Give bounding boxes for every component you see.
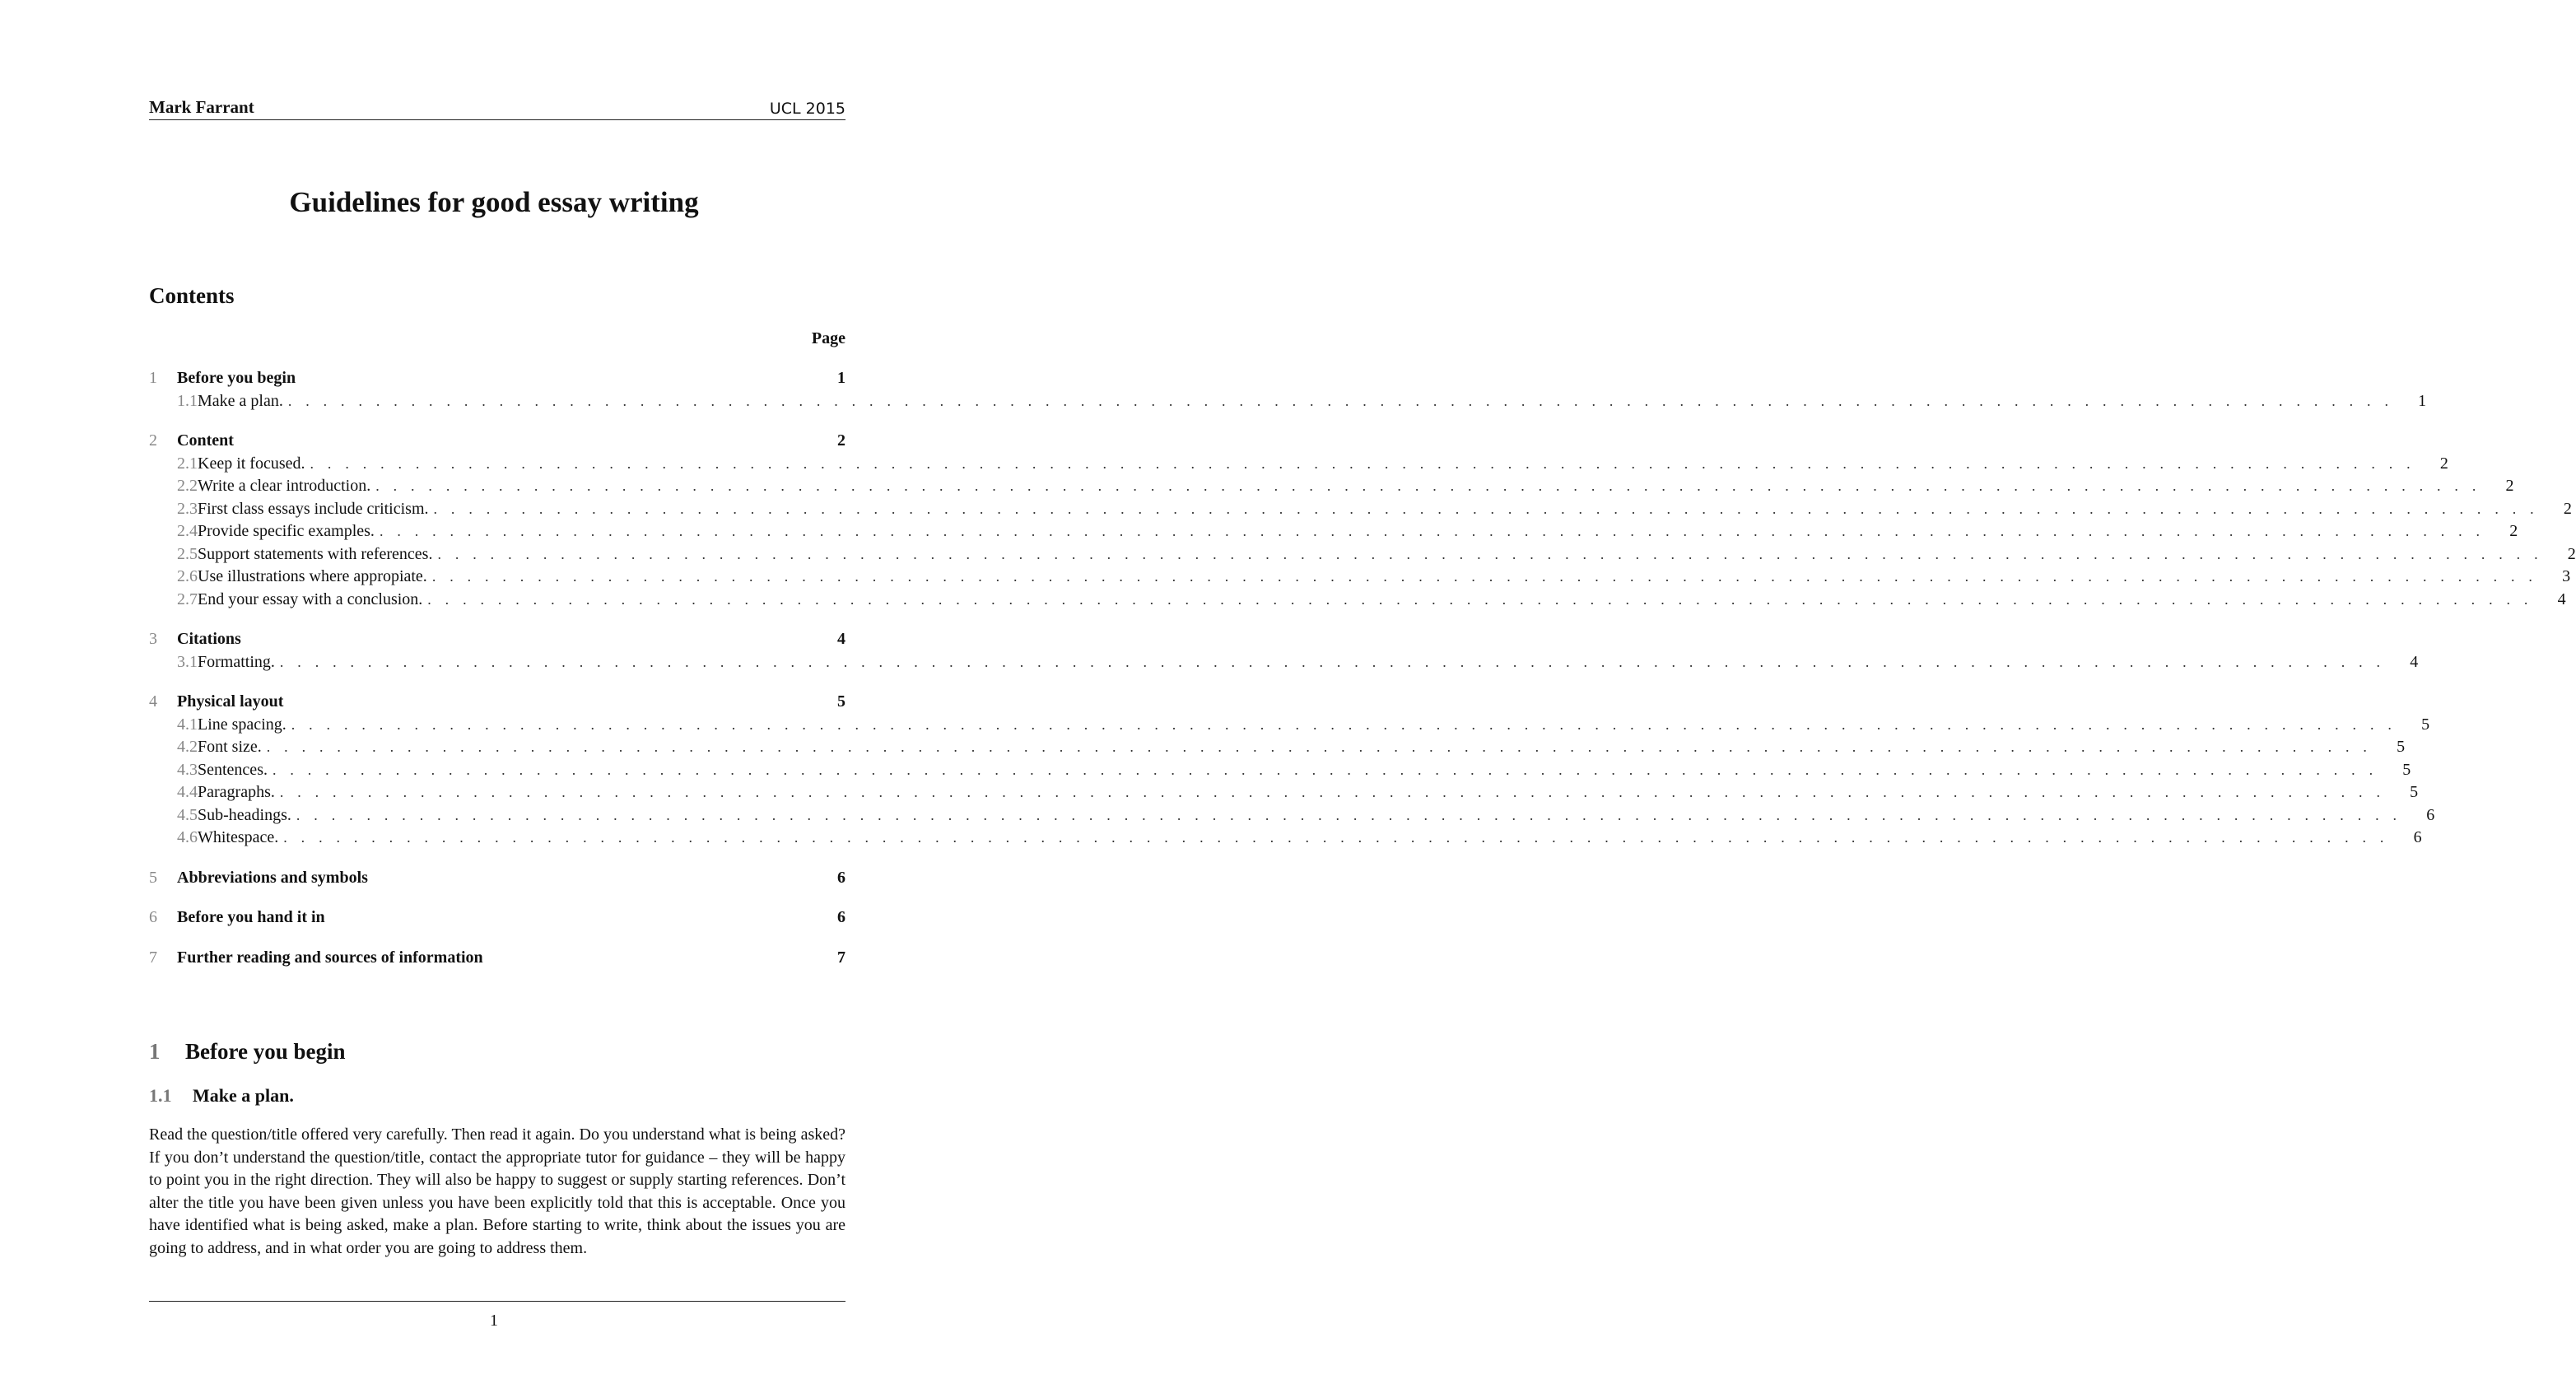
- toc-subentry-title: Formatting.: [198, 652, 275, 671]
- toc-subentry-number: 2.1: [177, 454, 198, 473]
- table-of-contents: [149, 369, 2576, 988]
- toc-dot-leader: . . . . . . . . . . . . . . . . . . . . . . . . . . . . . . . . . . . . . . . . . . . . . . . . . . . . . . . . . . . . . . . . . . . . . . . . . . . . . . . . . . . . . . . . . . . . . . . . . . . . . . . . . . . . . . . . . . . . . . . .: [279, 653, 2386, 670]
- toc-subentry[interactable]: [149, 567, 2571, 590]
- page-number: 1: [490, 1312, 498, 1330]
- toc-subentry[interactable]: [149, 652, 2419, 676]
- toc-subentry-page: 2: [2509, 522, 2518, 540]
- toc-subentry-title: Line spacing.: [198, 715, 286, 734]
- toc-entry[interactable]: [149, 369, 845, 392]
- toc-subentry[interactable]: [149, 805, 2435, 829]
- toc-subentry-title: Sentences.: [198, 760, 268, 779]
- toc-subentry-page: 3: [2562, 567, 2571, 585]
- toc-entry-title: Content: [177, 431, 234, 450]
- toc-entry[interactable]: [149, 948, 845, 972]
- toc-subentry[interactable]: [149, 738, 2406, 761]
- toc-entry-number: 2: [149, 431, 157, 450]
- toc-entry-title: Abbreviations and symbols: [177, 868, 368, 887]
- toc-subentry-title: Use illustrations where appropiate.: [198, 567, 427, 585]
- toc-entry-number: 6: [149, 908, 157, 926]
- toc-entry[interactable]: [149, 692, 845, 715]
- toc-subentry-number: 1.1: [177, 391, 198, 410]
- toc-subentry-title: Support statements with references.: [198, 544, 433, 563]
- toc-entry-page: 4: [837, 630, 845, 648]
- toc-subentry-title: Font size.: [198, 738, 262, 756]
- toc-dot-leader: . . . . . . . . . . . . . . . . . . . . . . . . . . . . . . . . . . . . . . . . . . . . . . . . . . . . . . . . . . . . . . . . . . . . . . . . . . . . . . . . . . . . . . . . . . . . . . . . . . . . . . . . . . . . . . . . . . . . . . . .: [287, 392, 2394, 409]
- toc-entry[interactable]: [149, 869, 845, 892]
- toc-subentry-number: 4.1: [177, 715, 198, 734]
- toc-entry-number: 5: [149, 868, 157, 887]
- toc-entry-page: 5: [837, 692, 845, 711]
- toc-subentry[interactable]: [149, 544, 2576, 568]
- toc-subentry-number: 4.4: [177, 783, 198, 801]
- toc-subentry-title: Write a clear introduction.: [198, 477, 371, 495]
- running-header: [149, 97, 845, 120]
- toc-section: [149, 948, 845, 972]
- toc-dot-leader: . . . . . . . . . . . . . . . . . . . . . . . . . . . . . . . . . . . . . . . . . . . . . . . . . . . . . . . . . . . . . . . . . . . . . . . . . . . . . . . . . . . . . . . . . . . . . . . . . . . . . . . . . . . . . . . . . . . . . . . .: [291, 715, 2397, 733]
- toc-subentry-title: Sub-headings.: [198, 805, 291, 824]
- toc-subentry-number: 4.2: [177, 738, 198, 756]
- toc-entry-page: 2: [837, 431, 845, 450]
- toc-subentry[interactable]: [149, 715, 2430, 739]
- toc-section: [149, 431, 2576, 613]
- toc-subentry-page: 6: [2426, 805, 2435, 824]
- body-paragraph: Read the question/title offered very carefully. Then read it again. Do you understand what is being asked? If you don’t understand the question/title, contact the appropriate tutor for guidance – they will be happy to point you in the right direction. They will also be happy to suggest or supply starting references. Don’t alter the title you have been given unless you have been explicitly told that this is acceptable. Once you have identified what is being asked, make a plan. Before starting to write, think about the issues you are going to address, and in what order you are going to address them.: [149, 1125, 845, 1257]
- toc-dot-leader: . . . . . . . . . . . . . . . . . . . . . . . . . . . . . . . . . . . . . . . . . . . . . . . . . . . . . . . . . . . . . . . . . . . . . . . . . . . . . . . . . . . . . . . . . . . . . . . . . . . . . . . . . . . . . . . . . . . . . . . .: [272, 761, 2378, 778]
- toc-subentry-title: Provide specific examples.: [198, 522, 375, 540]
- toc-subentry-number: 2.2: [177, 477, 198, 495]
- toc-dot-leader: . . . . . . . . . . . . . . . . . . . . . . . . . . . . . . . . . . . . . . . . . . . . . . . . . . . . . . . . . . . . . . . . . . . . . . . . . . . . . . . . . . . . . . . . . . . . . . . . . . . . . . . . . . . . . . . . . . . . . . . .: [283, 829, 2389, 846]
- toc-subentry-page: 2: [2505, 477, 2514, 495]
- toc-entry-page: 7: [837, 948, 845, 967]
- header-author: Mark Farrant: [149, 97, 254, 117]
- toc-dot-leader: . . . . . . . . . . . . . . . . . . . . . . . . . . . . . . . . . . . . . . . . . . . . . . . . . . . . . . . . . . . . . . . . . . . . . . . . . . . . . . . . . . . . . . . . . . . . . . . . . . . . . . . . . . . . . . . . . . . . . . . .: [310, 454, 2415, 472]
- toc-subentry-title: End your essay with a conclusion.: [198, 589, 423, 608]
- toc-entry-number: 3: [149, 630, 157, 648]
- toc-subentry-page: 2: [2439, 454, 2448, 473]
- toc-subentry-page: 5: [2410, 783, 2419, 801]
- toc-subentry[interactable]: [149, 391, 2427, 415]
- toc-section: [149, 369, 2427, 414]
- toc-subentry-number: 4.3: [177, 760, 198, 779]
- toc-dot-leader: . . . . . . . . . . . . . . . . . . . . . . . . . . . . . . . . . . . . . . . . . . . . . . . . . . . . . . . . . . . . . . . . . . . . . . . . . . . . . . . . . . . . . . . . . . . . . . . . . . . . . . . . . . . . . . . . . . . . . . . .: [266, 739, 2373, 755]
- contents-heading: Contents: [149, 283, 235, 308]
- toc-dot-leader: . . . . . . . . . . . . . . . . . . . . . . . . . . . . . . . . . . . . . . . . . . . . . . . . . . . . . . . . . . . . . . . . . . . . . . . . . . . . . . . . . . . . . . . . . . . . . . . . . . . . . . . . . . . . . . . . . . . . . . . .: [279, 784, 2386, 800]
- section-number: 1: [149, 1039, 161, 1064]
- toc-subentry-page: 5: [2402, 760, 2411, 779]
- toc-subentry[interactable]: [149, 454, 2448, 478]
- toc-subentry-number: 2.5: [177, 544, 198, 563]
- toc-entry-title: Before you begin: [177, 369, 296, 387]
- toc-subentry-title: Whitespace.: [198, 828, 279, 846]
- toc-entry[interactable]: [149, 908, 845, 931]
- toc-entry-page: 1: [837, 369, 845, 387]
- document-title: Guidelines for good essay writing: [289, 186, 699, 218]
- section-heading: [149, 1039, 346, 1065]
- toc-subentry-number: 4.5: [177, 805, 198, 824]
- subsection-number: 1.1: [149, 1085, 172, 1106]
- toc-entry[interactable]: [149, 630, 845, 653]
- toc-subentry-number: 4.6: [177, 828, 198, 846]
- toc-subentry-number: 2.3: [177, 499, 198, 518]
- toc-subentry-page: 6: [2413, 828, 2422, 846]
- toc-dot-leader: . . . . . . . . . . . . . . . . . . . . . . . . . . . . . . . . . . . . . . . . . . . . . . . . . . . . . . . . . . . . . . . . . . . . . . . . . . . . . . . . . . . . . . . . . . . . . . . . . . . . . . . . . . . . . . . . . . . . . . . .: [296, 806, 2402, 823]
- toc-entry[interactable]: [149, 431, 845, 454]
- footer-rule: [149, 1301, 845, 1302]
- toc-subentry[interactable]: [149, 828, 2422, 851]
- toc-subentry-number: 2.4: [177, 522, 198, 540]
- toc-dot-leader: . . . . . . . . . . . . . . . . . . . . . . . . . . . . . . . . . . . . . . . . . . . . . . . . . . . . . . . . . . . . . . . . . . . . . . . . . . . . . . . . . . . . . . . . . . . . . . . . . . . . . . . . . . . . . . . . . . . . . . . .: [437, 545, 2543, 562]
- toc-subentry-number: 3.1: [177, 652, 198, 671]
- subsection-title: Make a plan.: [193, 1085, 294, 1106]
- toc-subentry[interactable]: [149, 760, 2411, 784]
- toc-subentry-page: 4: [2410, 652, 2419, 671]
- toc-subentry[interactable]: [149, 589, 2566, 613]
- toc-dot-leader: . . . . . . . . . . . . . . . . . . . . . . . . . . . . . . . . . . . . . . . . . . . . . . . . . . . . . . . . . . . . . . . . . . . . . . . . . . . . . . . . . . . . . . . . . . . . . . . . . . . . . . . . . . . . . . . . . . . . . . . .: [379, 523, 2485, 539]
- toc-subentry-title: Make a plan.: [198, 391, 283, 410]
- toc-section: [149, 908, 845, 931]
- toc-entry-number: 1: [149, 369, 157, 387]
- toc-subentry-page: 1: [2418, 391, 2427, 410]
- toc-subentry-page: 2: [2563, 499, 2572, 518]
- toc-entry-page: 6: [837, 868, 845, 887]
- toc-dot-leader: . . . . . . . . . . . . . . . . . . . . . . . . . . . . . . . . . . . . . . . . . . . . . . . . . . . . . . . . . . . . . . . . . . . . . . . . . . . . . . . . . . . . . . . . . . . . . . . . . . . . . . . . . . . . . . . . . . . . . . . .: [431, 568, 2538, 585]
- toc-dot-leader: . . . . . . . . . . . . . . . . . . . . . . . . . . . . . . . . . . . . . . . . . . . . . . . . . . . . . . . . . . . . . . . . . . . . . . . . . . . . . . . . . . . . . . . . . . . . . . . . . . . . . . . . . . . . . . . . . . . . . . . .: [375, 478, 2481, 494]
- toc-subentry-page: 2: [2567, 544, 2576, 563]
- toc-subentry[interactable]: [149, 783, 2419, 806]
- toc-subentry[interactable]: [149, 477, 2514, 500]
- toc-entry-title: Citations: [177, 630, 241, 648]
- toc-entry-title: Physical layout: [177, 692, 284, 711]
- section-title: Before you begin: [185, 1039, 346, 1064]
- toc-entry-title: Further reading and sources of information: [177, 948, 483, 967]
- subsection-heading: [149, 1085, 294, 1107]
- toc-subentry-page: 5: [2397, 738, 2406, 756]
- toc-section: [149, 692, 2435, 851]
- toc-entry-title: Before you hand it in: [177, 908, 325, 926]
- toc-subentry-number: 2.7: [177, 589, 198, 608]
- toc-subentry-number: 2.6: [177, 567, 198, 585]
- toc-dot-leader: . . . . . . . . . . . . . . . . . . . . . . . . . . . . . . . . . . . . . . . . . . . . . . . . . . . . . . . . . . . . . . . . . . . . . . . . . . . . . . . . . . . . . . . . . . . . . . . . . . . . . . . . . . . . . . . . . . . . . . . .: [427, 590, 2533, 608]
- toc-subentry-title: First class essays include criticism.: [198, 499, 429, 518]
- toc-section: [149, 630, 2419, 675]
- toc-subentry-title: Keep it focused.: [198, 454, 305, 473]
- toc-subentry[interactable]: [149, 499, 2572, 523]
- toc-section: [149, 869, 845, 892]
- toc-subentry[interactable]: [149, 522, 2518, 545]
- toc-entry-number: 4: [149, 692, 157, 711]
- toc-entry-page: 6: [837, 908, 845, 926]
- toc-entry-number: 7: [149, 948, 157, 967]
- header-institution-year: UCL 2015: [769, 100, 845, 118]
- toc-page-column-label: Page: [811, 329, 845, 347]
- toc-subentry-page: 4: [2557, 589, 2566, 608]
- toc-dot-leader: . . . . . . . . . . . . . . . . . . . . . . . . . . . . . . . . . . . . . . . . . . . . . . . . . . . . . . . . . . . . . . . . . . . . . . . . . . . . . . . . . . . . . . . . . . . . . . . . . . . . . . . . . . . . . . . . . . . . . . . .: [433, 500, 2539, 517]
- toc-subentry-title: Paragraphs.: [198, 783, 275, 801]
- toc-subentry-page: 5: [2421, 715, 2430, 734]
